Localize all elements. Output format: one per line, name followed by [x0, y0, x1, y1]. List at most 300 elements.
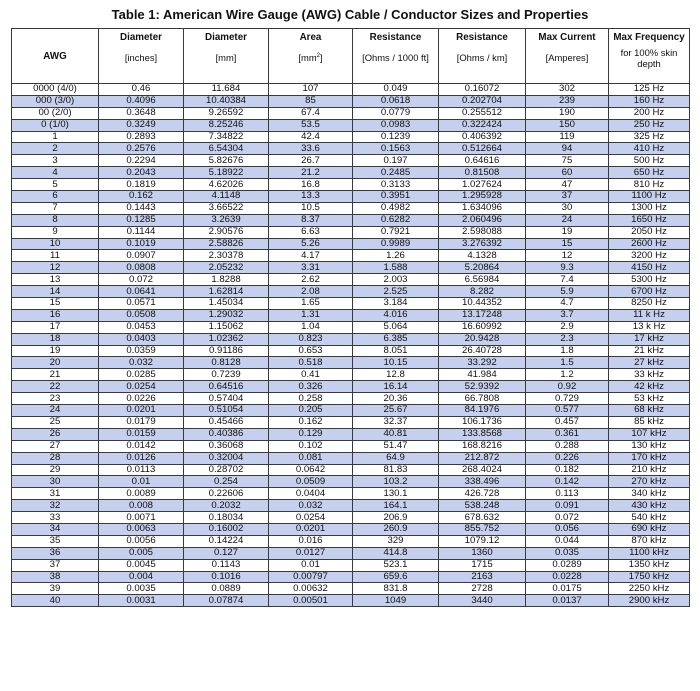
area-cell: 0.205 [269, 405, 353, 417]
diameter-mm-cell: 1.02362 [184, 333, 269, 345]
table-row [12, 405, 690, 417]
table-row [12, 559, 690, 571]
max-current-cell: 119 [526, 131, 609, 143]
resistance-km-cell: 16.60992 [439, 321, 526, 333]
max-current-cell: 0.361 [526, 428, 609, 440]
max-current-cell: 0.0289 [526, 559, 609, 571]
resistance-km-cell: 0.512664 [439, 143, 526, 155]
awg-cell: 22 [12, 381, 99, 393]
area-cell: 6.63 [269, 226, 353, 238]
awg-cell: 6 [12, 191, 99, 203]
diameter-mm-cell: 8.25246 [184, 119, 269, 131]
awg-cell: 12 [12, 262, 99, 274]
resistance-km-cell: 0.16072 [439, 84, 526, 96]
area-cell: 33.6 [269, 143, 353, 155]
diameter-inches-cell: 0.01 [99, 476, 184, 488]
diameter-inches-cell: 0.0226 [99, 393, 184, 405]
resistance-km-cell: 1.295928 [439, 191, 526, 203]
table-row [12, 595, 690, 607]
awg-cell: 1 [12, 131, 99, 143]
max-frequency-cell: 11 k Hz [609, 309, 690, 321]
max-frequency-cell: 1300 Hz [609, 202, 690, 214]
resistance-km-cell: 5.20864 [439, 262, 526, 274]
max-frequency-cell: 8250 Hz [609, 298, 690, 310]
table-title: Table 1: American Wire Gauge (AWG) Cable / Conductor Sizes and Properties [111, 7, 589, 22]
awg-cell: 11 [12, 250, 99, 262]
table-row [12, 512, 690, 524]
awg-cell: 39 [12, 583, 99, 595]
diameter-mm-cell: 0.0889 [184, 583, 269, 595]
max-frequency-cell: 210 kHz [609, 464, 690, 476]
resistance-km-cell: 33.292 [439, 357, 526, 369]
awg-cell: 00 (2/0) [12, 107, 99, 119]
max-frequency-cell: 3200 Hz [609, 250, 690, 262]
max-frequency-cell: 107 kHz [609, 428, 690, 440]
awg-cell: 9 [12, 226, 99, 238]
column-header-diameter-mm [184, 29, 269, 84]
max-current-cell: 0.091 [526, 500, 609, 512]
diameter-mm-cell: 1.15062 [184, 321, 269, 333]
awg-cell: 19 [12, 345, 99, 357]
table-row [12, 131, 690, 143]
resistance-ft-cell: 6.385 [353, 333, 439, 345]
resistance-ft-cell: 0.1563 [353, 143, 439, 155]
resistance-ft-cell: 40.81 [353, 428, 439, 440]
diameter-mm-cell: 9.26592 [184, 107, 269, 119]
awg-cell: 23 [12, 393, 99, 405]
diameter-mm-cell: 2.05232 [184, 262, 269, 274]
diameter-mm-cell: 6.54304 [184, 143, 269, 155]
awg-cell: 32 [12, 500, 99, 512]
area-cell: 3.31 [269, 262, 353, 274]
max-frequency-cell: 1100 kHz [609, 547, 690, 559]
max-frequency-cell: 85 kHz [609, 416, 690, 428]
resistance-ft-cell: 831.8 [353, 583, 439, 595]
diameter-mm-cell: 3.2639 [184, 214, 269, 226]
area-cell: 0.01 [269, 559, 353, 571]
area-cell: 53.5 [269, 119, 353, 131]
max-current-cell: 4.7 [526, 298, 609, 310]
table-row [12, 333, 690, 345]
resistance-ft-cell: 20.36 [353, 393, 439, 405]
diameter-mm-cell: 0.8128 [184, 357, 269, 369]
table-row [12, 535, 690, 547]
table-row [12, 274, 690, 286]
diameter-mm-cell: 2.30378 [184, 250, 269, 262]
max-current-cell: 2.3 [526, 333, 609, 345]
area-cell: 0.0201 [269, 523, 353, 535]
area-cell: 13.3 [269, 191, 353, 203]
awg-cell: 4 [12, 167, 99, 179]
area-cell: 0.0254 [269, 512, 353, 524]
max-frequency-cell: 160 Hz [609, 95, 690, 107]
table-row [12, 179, 690, 191]
diameter-mm-cell: 0.91186 [184, 345, 269, 357]
diameter-mm-cell: 0.254 [184, 476, 269, 488]
resistance-km-cell: 0.322424 [439, 119, 526, 131]
resistance-ft-cell: 2.525 [353, 286, 439, 298]
max-current-cell: 94 [526, 143, 609, 155]
table-row [12, 167, 690, 179]
header-label: Max Current [538, 32, 596, 43]
resistance-ft-cell: 1.26 [353, 250, 439, 262]
resistance-ft-cell: 0.7921 [353, 226, 439, 238]
max-current-cell: 5.9 [526, 286, 609, 298]
max-current-cell: 0.0137 [526, 595, 609, 607]
max-frequency-cell: 6700 Hz [609, 286, 690, 298]
awg-cell: 40 [12, 595, 99, 607]
table-row [12, 107, 690, 119]
diameter-inches-cell: 0.2893 [99, 131, 184, 143]
max-current-cell: 30 [526, 202, 609, 214]
diameter-inches-cell: 0.0453 [99, 321, 184, 333]
resistance-km-cell: 8.282 [439, 286, 526, 298]
diameter-inches-cell: 0.0907 [99, 250, 184, 262]
area-cell: 0.00797 [269, 571, 353, 583]
area-cell: 2.08 [269, 286, 353, 298]
max-frequency-cell: 270 kHz [609, 476, 690, 488]
diameter-inches-cell: 0.1019 [99, 238, 184, 250]
resistance-km-cell: 41.984 [439, 369, 526, 381]
max-frequency-cell: 5300 Hz [609, 274, 690, 286]
area-cell: 0.823 [269, 333, 353, 345]
max-current-cell: 0.044 [526, 535, 609, 547]
resistance-km-cell: 212.872 [439, 452, 526, 464]
table-row [12, 84, 690, 96]
awg-cell: 33 [12, 512, 99, 524]
column-header-max-frequency [609, 29, 690, 84]
resistance-km-cell: 4.1328 [439, 250, 526, 262]
column-header-awg [12, 29, 99, 84]
diameter-inches-cell: 0.3249 [99, 119, 184, 131]
awg-cell: 37 [12, 559, 99, 571]
table-row [12, 369, 690, 381]
max-current-cell: 190 [526, 107, 609, 119]
diameter-inches-cell: 0.008 [99, 500, 184, 512]
max-frequency-cell: 810 Hz [609, 179, 690, 191]
area-cell: 10.5 [269, 202, 353, 214]
area-cell: 0.41 [269, 369, 353, 381]
awg-cell: 18 [12, 333, 99, 345]
max-current-cell: 0.182 [526, 464, 609, 476]
diameter-mm-cell: 0.1016 [184, 571, 269, 583]
resistance-km-cell: 1715 [439, 559, 526, 571]
diameter-mm-cell: 7.34822 [184, 131, 269, 143]
header-unit: [Amperes] [545, 52, 589, 63]
max-current-cell: 1.5 [526, 357, 609, 369]
diameter-mm-cell: 0.22606 [184, 488, 269, 500]
area-cell: 0.653 [269, 345, 353, 357]
table-row [12, 571, 690, 583]
table-row [12, 488, 690, 500]
max-frequency-cell: 1650 Hz [609, 214, 690, 226]
area-cell: 0.326 [269, 381, 353, 393]
resistance-ft-cell: 0.0618 [353, 95, 439, 107]
awg-cell: 000 (3/0) [12, 95, 99, 107]
resistance-ft-cell: 0.2485 [353, 167, 439, 179]
diameter-mm-cell: 1.62814 [184, 286, 269, 298]
awg-cell: 24 [12, 405, 99, 417]
max-current-cell: 9.3 [526, 262, 609, 274]
max-frequency-cell: 13 k Hz [609, 321, 690, 333]
area-cell: 1.04 [269, 321, 353, 333]
area-cell: 0.0404 [269, 488, 353, 500]
table-row [12, 583, 690, 595]
resistance-km-cell: 3440 [439, 595, 526, 607]
max-current-cell: 0.226 [526, 452, 609, 464]
diameter-inches-cell: 0.0285 [99, 369, 184, 381]
max-current-cell: 0.072 [526, 512, 609, 524]
table-row [12, 202, 690, 214]
table-row [12, 226, 690, 238]
area-cell: 0.081 [269, 452, 353, 464]
max-current-cell: 1.8 [526, 345, 609, 357]
awg-cell: 15 [12, 298, 99, 310]
max-frequency-cell: 130 kHz [609, 440, 690, 452]
max-current-cell: 1.2 [526, 369, 609, 381]
resistance-km-cell: 0.81508 [439, 167, 526, 179]
column-header-diameter-inches [99, 29, 184, 84]
table-row [12, 452, 690, 464]
diameter-mm-cell: 0.40386 [184, 428, 269, 440]
table-row [12, 191, 690, 203]
awg-cell: 27 [12, 440, 99, 452]
resistance-ft-cell: 164.1 [353, 500, 439, 512]
awg-cell: 34 [12, 523, 99, 535]
max-current-cell: 0.035 [526, 547, 609, 559]
table-row [12, 155, 690, 167]
table-row [12, 250, 690, 262]
area-cell: 0.0509 [269, 476, 353, 488]
diameter-inches-cell: 0.2043 [99, 167, 184, 179]
awg-cell: 5 [12, 179, 99, 191]
area-cell: 16.8 [269, 179, 353, 191]
max-current-cell: 60 [526, 167, 609, 179]
max-current-cell: 0.142 [526, 476, 609, 488]
diameter-mm-cell: 2.58826 [184, 238, 269, 250]
diameter-inches-cell: 0.3648 [99, 107, 184, 119]
awg-cell: 31 [12, 488, 99, 500]
diameter-inches-cell: 0.032 [99, 357, 184, 369]
area-cell: 0.258 [269, 393, 353, 405]
max-current-cell: 0.577 [526, 405, 609, 417]
diameter-mm-cell: 0.18034 [184, 512, 269, 524]
max-frequency-cell: 4150 Hz [609, 262, 690, 274]
area-cell: 0.032 [269, 500, 353, 512]
max-frequency-cell: 2250 kHz [609, 583, 690, 595]
area-cell: 67.4 [269, 107, 353, 119]
diameter-mm-cell: 0.07874 [184, 595, 269, 607]
awg-cell: 29 [12, 464, 99, 476]
header-label: Diameter [205, 32, 247, 43]
diameter-mm-cell: 0.1143 [184, 559, 269, 571]
table-row [12, 262, 690, 274]
max-frequency-cell: 17 kHz [609, 333, 690, 345]
resistance-ft-cell: 0.4982 [353, 202, 439, 214]
max-frequency-cell: 33 kHz [609, 369, 690, 381]
diameter-inches-cell: 0.0126 [99, 452, 184, 464]
awg-cell: 8 [12, 214, 99, 226]
diameter-mm-cell: 1.45034 [184, 298, 269, 310]
max-frequency-cell: 250 Hz [609, 119, 690, 131]
max-current-cell: 7.4 [526, 274, 609, 286]
awg-cell: 10 [12, 238, 99, 250]
resistance-ft-cell: 5.064 [353, 321, 439, 333]
header-unit: [mm] [215, 52, 237, 63]
diameter-mm-cell: 0.64516 [184, 381, 269, 393]
max-frequency-cell: 340 kHz [609, 488, 690, 500]
max-frequency-cell: 650 Hz [609, 167, 690, 179]
max-frequency-cell: 27 kHz [609, 357, 690, 369]
table-row [12, 214, 690, 226]
resistance-km-cell: 168.8216 [439, 440, 526, 452]
diameter-inches-cell: 0.0201 [99, 405, 184, 417]
header-unit [269, 52, 352, 63]
resistance-km-cell: 855.752 [439, 523, 526, 535]
resistance-km-cell: 2.598088 [439, 226, 526, 238]
diameter-mm-cell: 0.127 [184, 547, 269, 559]
resistance-ft-cell: 0.3133 [353, 179, 439, 191]
diameter-mm-cell: 0.7239 [184, 369, 269, 381]
awg-cell: 38 [12, 571, 99, 583]
diameter-mm-cell: 10.40384 [184, 95, 269, 107]
max-frequency-cell: 125 Hz [609, 84, 690, 96]
diameter-mm-cell: 0.36068 [184, 440, 269, 452]
resistance-km-cell: 538.248 [439, 500, 526, 512]
diameter-inches-cell: 0.0254 [99, 381, 184, 393]
diameter-mm-cell: 0.32004 [184, 452, 269, 464]
resistance-ft-cell: 4.016 [353, 309, 439, 321]
max-current-cell: 2.9 [526, 321, 609, 333]
max-current-cell: 12 [526, 250, 609, 262]
diameter-inches-cell: 0.0508 [99, 309, 184, 321]
diameter-mm-cell: 0.14224 [184, 535, 269, 547]
max-frequency-cell: 500 Hz [609, 155, 690, 167]
max-frequency-cell: 200 Hz [609, 107, 690, 119]
header-unit: [inches] [124, 52, 158, 63]
resistance-ft-cell: 0.049 [353, 84, 439, 96]
header-unit-superscript: 2 [316, 52, 320, 59]
max-current-cell: 150 [526, 119, 609, 131]
max-current-cell: 302 [526, 84, 609, 96]
diameter-inches-cell: 0.0031 [99, 595, 184, 607]
max-frequency-cell: 21 kHz [609, 345, 690, 357]
max-frequency-cell: 68 kHz [609, 405, 690, 417]
diameter-mm-cell: 5.82676 [184, 155, 269, 167]
diameter-inches-cell: 0.0056 [99, 535, 184, 547]
max-frequency-cell: 430 kHz [609, 500, 690, 512]
resistance-km-cell: 84.1976 [439, 405, 526, 417]
resistance-km-cell: 0.202704 [439, 95, 526, 107]
diameter-inches-cell: 0.0159 [99, 428, 184, 440]
resistance-km-cell: 1079.12 [439, 535, 526, 547]
max-frequency-cell: 2050 Hz [609, 226, 690, 238]
table-row [12, 500, 690, 512]
resistance-ft-cell: 8.051 [353, 345, 439, 357]
resistance-ft-cell: 130.1 [353, 488, 439, 500]
resistance-km-cell: 268.4024 [439, 464, 526, 476]
diameter-mm-cell: 4.1148 [184, 191, 269, 203]
resistance-ft-cell: 25.67 [353, 405, 439, 417]
max-frequency-cell: 325 Hz [609, 131, 690, 143]
table-row [12, 393, 690, 405]
diameter-mm-cell: 1.8288 [184, 274, 269, 286]
diameter-inches-cell: 0.0142 [99, 440, 184, 452]
max-current-cell: 0.056 [526, 523, 609, 535]
diameter-inches-cell: 0.0113 [99, 464, 184, 476]
awg-cell: 3 [12, 155, 99, 167]
table-row [12, 381, 690, 393]
awg-cell: 25 [12, 416, 99, 428]
diameter-inches-cell: 0.1285 [99, 214, 184, 226]
resistance-ft-cell: 64.9 [353, 452, 439, 464]
table-row [12, 416, 690, 428]
resistance-km-cell: 20.9428 [439, 333, 526, 345]
max-current-cell: 239 [526, 95, 609, 107]
resistance-ft-cell: 0.6282 [353, 214, 439, 226]
resistance-ft-cell: 2.003 [353, 274, 439, 286]
resistance-ft-cell: 659.6 [353, 571, 439, 583]
resistance-km-cell: 6.56984 [439, 274, 526, 286]
resistance-km-cell: 66.7808 [439, 393, 526, 405]
area-cell: 1.65 [269, 298, 353, 310]
header-row [12, 29, 690, 84]
diameter-inches-cell: 0.162 [99, 191, 184, 203]
area-cell: 85 [269, 95, 353, 107]
awg-table [11, 28, 690, 607]
area-cell: 0.0642 [269, 464, 353, 476]
resistance-ft-cell: 51.47 [353, 440, 439, 452]
diameter-inches-cell: 0.0179 [99, 416, 184, 428]
diameter-inches-cell: 0.005 [99, 547, 184, 559]
max-current-cell: 0.288 [526, 440, 609, 452]
area-cell: 0.00632 [269, 583, 353, 595]
diameter-mm-cell: 0.16002 [184, 523, 269, 535]
area-cell: 2.62 [269, 274, 353, 286]
max-frequency-cell: 410 Hz [609, 143, 690, 155]
diameter-inches-cell: 0.0359 [99, 345, 184, 357]
area-cell: 0.162 [269, 416, 353, 428]
table-row [12, 119, 690, 131]
resistance-ft-cell: 0.197 [353, 155, 439, 167]
header-label: Diameter [120, 32, 162, 43]
diameter-inches-cell: 0.0045 [99, 559, 184, 571]
area-cell: 0.016 [269, 535, 353, 547]
resistance-ft-cell: 1.588 [353, 262, 439, 274]
max-current-cell: 19 [526, 226, 609, 238]
area-cell: 0.518 [269, 357, 353, 369]
resistance-km-cell: 106.1736 [439, 416, 526, 428]
max-frequency-cell: 170 kHz [609, 452, 690, 464]
resistance-ft-cell: 0.0983 [353, 119, 439, 131]
area-cell: 26.7 [269, 155, 353, 167]
header-unit: for 100% skin depth [620, 47, 678, 69]
resistance-ft-cell: 414.8 [353, 547, 439, 559]
max-current-cell: 0.113 [526, 488, 609, 500]
awg-cell: 20 [12, 357, 99, 369]
resistance-ft-cell: 10.15 [353, 357, 439, 369]
resistance-ft-cell: 1049 [353, 595, 439, 607]
table-row [12, 321, 690, 333]
diameter-inches-cell: 0.072 [99, 274, 184, 286]
diameter-inches-cell: 0.2576 [99, 143, 184, 155]
table-row [12, 298, 690, 310]
awg-cell: 35 [12, 535, 99, 547]
resistance-ft-cell: 103.2 [353, 476, 439, 488]
table-row [12, 309, 690, 321]
max-frequency-cell: 2600 Hz [609, 238, 690, 250]
max-current-cell: 24 [526, 214, 609, 226]
